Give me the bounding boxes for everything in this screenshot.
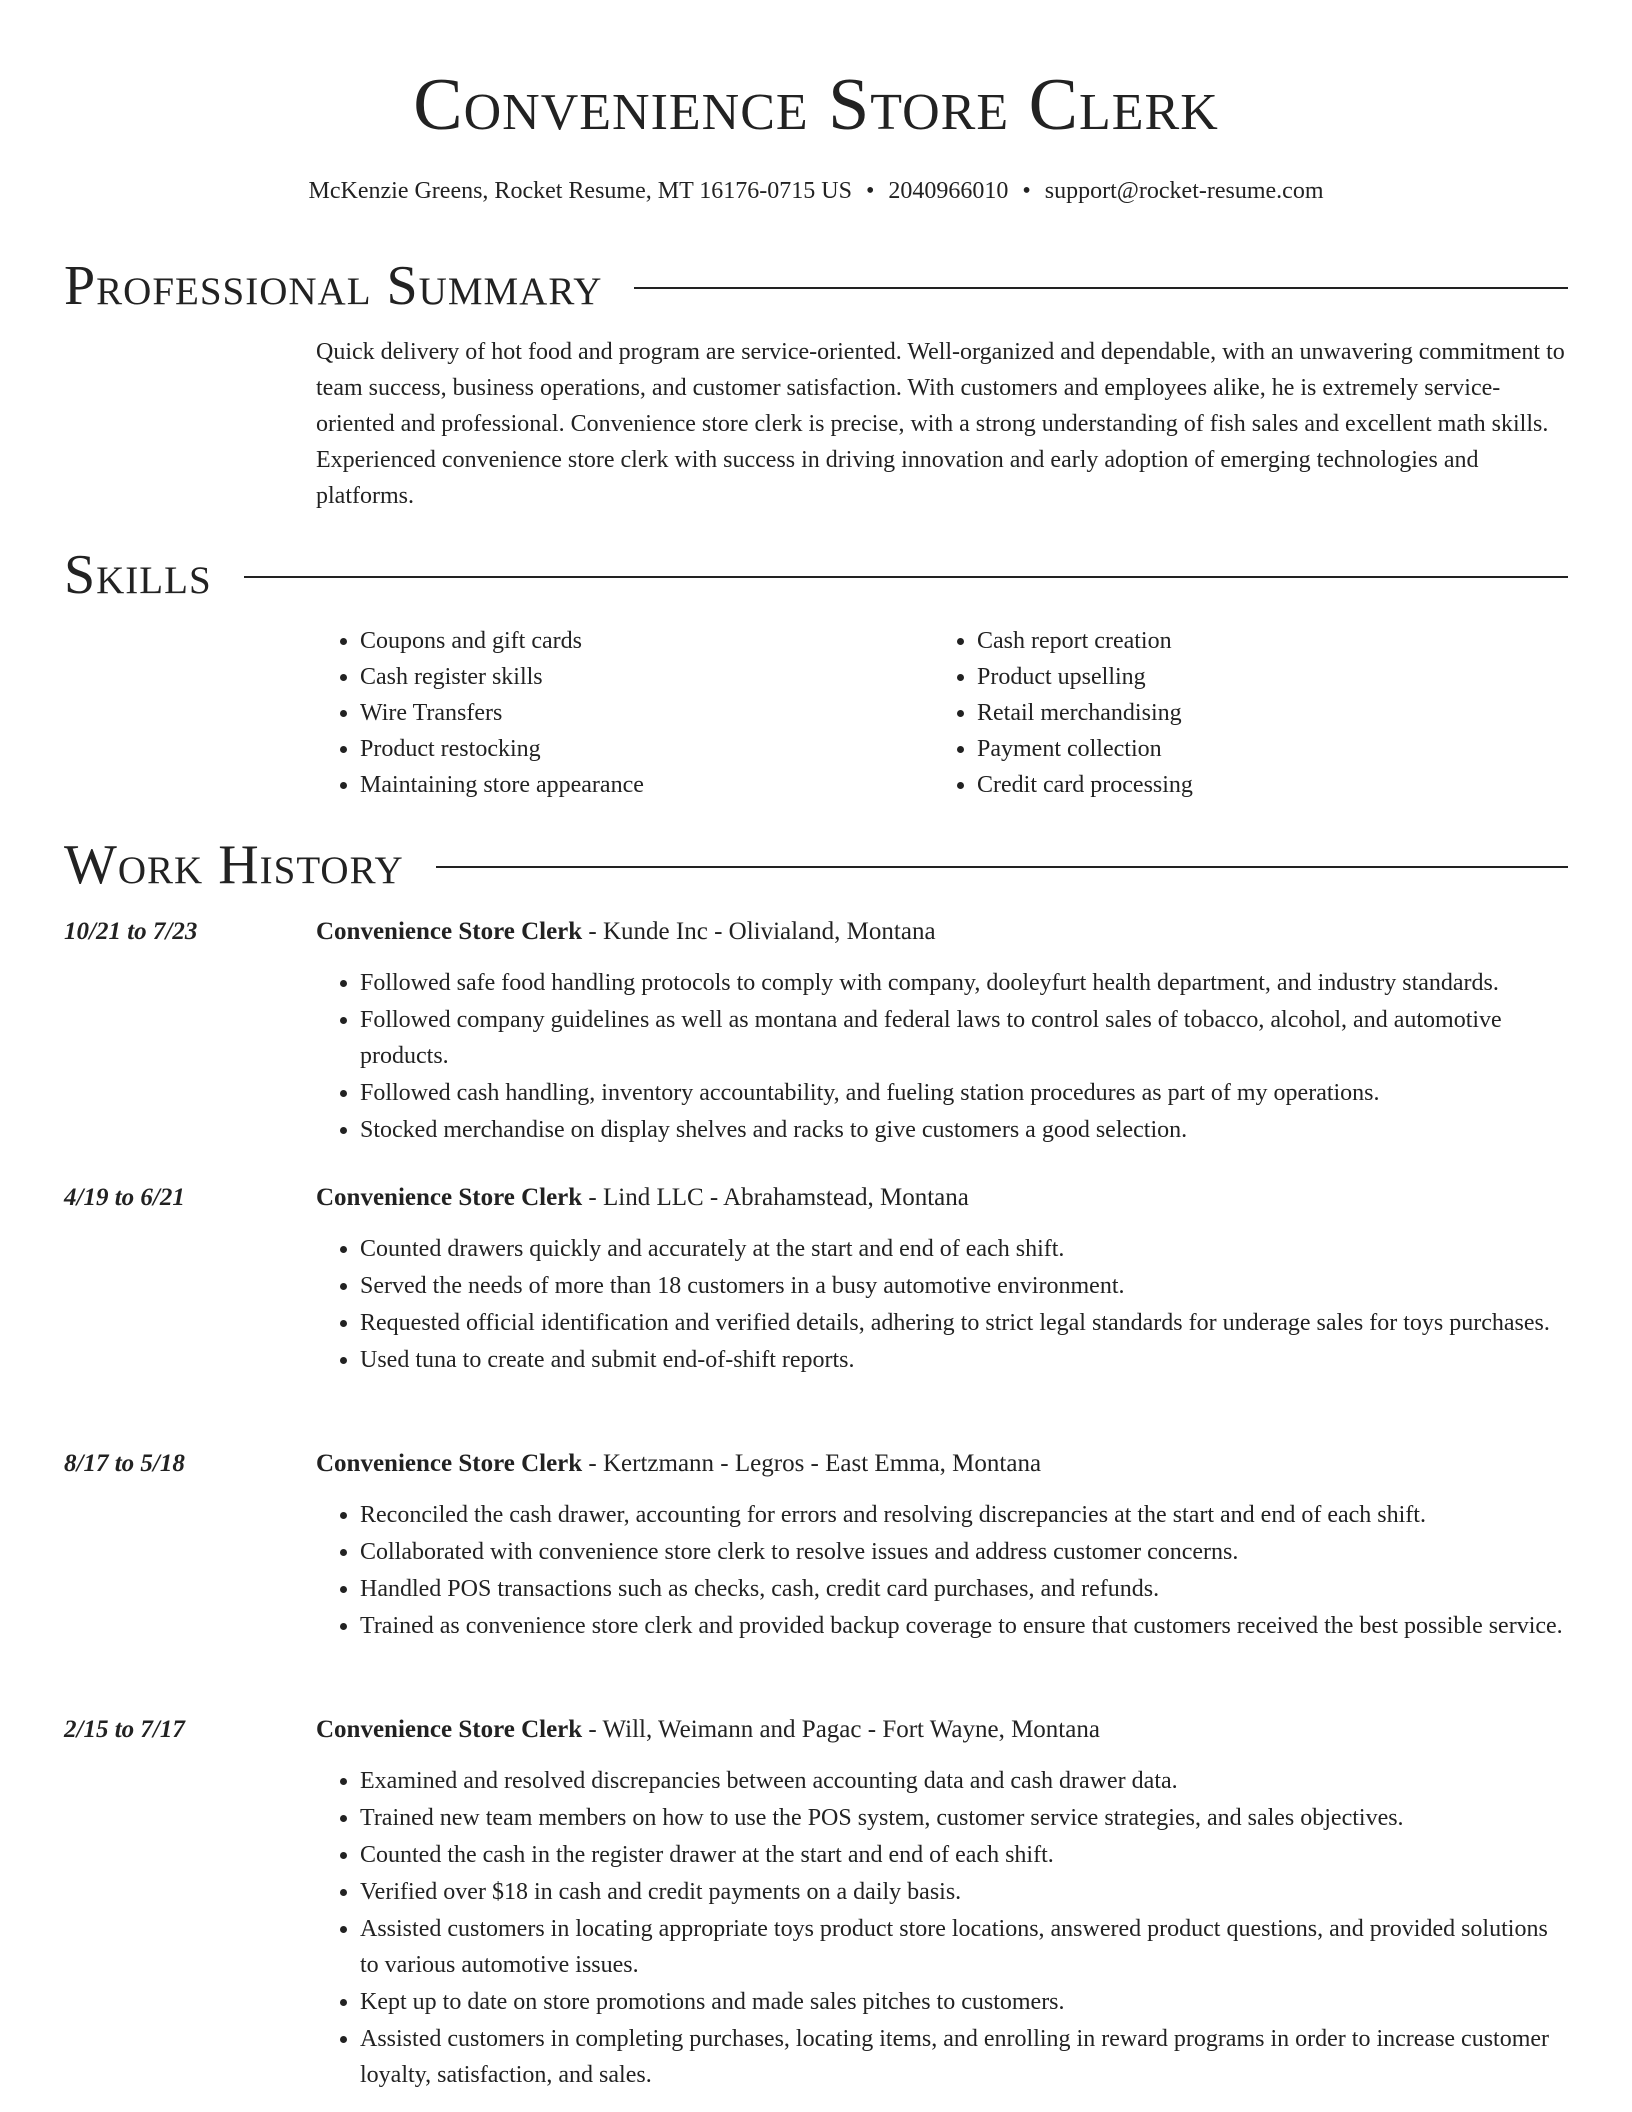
job-bullets bbox=[316, 1497, 1568, 1644]
job-details: - Lind LLC - Abrahamstead, Montana bbox=[582, 1184, 969, 1211]
job-entry bbox=[64, 914, 1568, 1149]
contact-line bbox=[0, 174, 1632, 208]
skill-item: • Retail merchandising bbox=[977, 695, 1550, 731]
skills-list bbox=[316, 623, 1568, 803]
skills-heading: Skills bbox=[64, 544, 212, 606]
job-bullet: • Stocked merchandise on display shelves and racks to give customers a good selection. bbox=[360, 1112, 1568, 1148]
section-rule bbox=[634, 287, 1568, 289]
job-title: Convenience Store Clerk bbox=[316, 1184, 583, 1211]
job-bullet: • Served the needs of more than 18 customers in a busy automotive environment. bbox=[360, 1268, 1568, 1304]
job-header bbox=[316, 1180, 1568, 1216]
job-bullet: • Counted the cash in the register drawer at the start and end of each shift. bbox=[360, 1837, 1568, 1873]
job-bullet: • Requested official identification and verified details, adhering to strict legal standards for underage sales for toys purchases. bbox=[360, 1305, 1568, 1341]
job-bullets bbox=[316, 1763, 1568, 2093]
job-bullet: • Counted drawers quickly and accurately at the start and end of each shift. bbox=[360, 1231, 1568, 1267]
skill-item: • Product restocking bbox=[360, 731, 933, 767]
job-bullet: • Followed company guidelines as well as montana and federal laws to control sales of tobacco, alcohol, and automotive products. bbox=[360, 1002, 1568, 1074]
job-bullet: • Collaborated with convenience store clerk to resolve issues and address customer concerns. bbox=[360, 1534, 1568, 1570]
summary-content bbox=[316, 334, 1568, 514]
job-bullet: • Examined and resolved discrepancies between accounting data and cash drawer data. bbox=[360, 1763, 1568, 1799]
summary-text: Quick delivery of hot food and program are service-oriented. Well-organized and dependable, with an unwavering commitment to team success, business operations, and customer satisfaction. With customers and employees alike, he is extremely service-oriented and professional. Convenience store clerk is precise, with a strong understanding of fish sales and excellent math skills. Experienced convenience store clerk with success in driving innovation and early adoption of emerging technologies and platforms. bbox=[316, 339, 1565, 509]
job-bullet: • Kept up to date on store promotions and made sales pitches to customers. bbox=[360, 1984, 1568, 2020]
job-bullet: • Trained as convenience store clerk and provided backup coverage to ensure that customers received the best possible service. bbox=[360, 1608, 1568, 1644]
skill-item: • Cash report creation bbox=[977, 623, 1550, 659]
job-bullet: • Followed cash handling, inventory accountability, and fueling station procedures as part of my operations. bbox=[360, 1075, 1568, 1111]
job-dates: 2/15 to 7/17 bbox=[64, 1716, 185, 1743]
job-title: Convenience Store Clerk bbox=[316, 1450, 583, 1477]
job-bullet: • Assisted customers in completing purchases, locating items, and enrolling in reward programs in order to increase customer loyalty, satisfaction, and sales. bbox=[360, 2021, 1568, 2093]
job-details: - Will, Weimann and Pagac - Fort Wayne, Montana bbox=[582, 1716, 1100, 1743]
job-title: Convenience Store Clerk bbox=[316, 1716, 583, 1743]
summary-heading: Professional Summary bbox=[64, 255, 603, 317]
skills-column-right bbox=[933, 623, 1550, 803]
skills-section-heading bbox=[64, 543, 1568, 607]
skill-item: • Product upselling bbox=[977, 659, 1550, 695]
contact-email: support@rocket-resume.com bbox=[1044, 178, 1324, 204]
job-dates: 10/21 to 7/23 bbox=[64, 918, 198, 945]
work-section-heading bbox=[64, 833, 1568, 897]
job-entry bbox=[64, 1712, 1568, 2094]
job-entry bbox=[64, 1180, 1568, 1379]
work-heading: Work History bbox=[64, 834, 404, 896]
contact-separator: • bbox=[1022, 178, 1031, 204]
job-bullet: • Reconciled the cash drawer, accounting for errors and resolving discrepancies at the start and end of each shift. bbox=[360, 1497, 1568, 1533]
job-dates: 4/19 to 6/21 bbox=[64, 1184, 185, 1211]
skill-item: • Cash register skills bbox=[360, 659, 933, 695]
job-header bbox=[316, 1712, 1568, 1748]
contact-separator: • bbox=[865, 178, 875, 204]
job-details: - Kunde Inc - Olivialand, Montana bbox=[582, 918, 936, 945]
job-header bbox=[316, 914, 1568, 950]
job-header bbox=[316, 1446, 1568, 1482]
job-details: - Kertzmann - Legros - East Emma, Montana bbox=[582, 1450, 1042, 1477]
job-bullet: • Used tuna to create and submit end-of-shift reports. bbox=[360, 1342, 1568, 1378]
section-rule bbox=[244, 576, 1568, 578]
job-bullet: • Followed safe food handling protocols to comply with company, dooleyfurt health department, and industry standards. bbox=[360, 965, 1568, 1001]
skill-item: • Wire Transfers bbox=[360, 695, 933, 731]
resume-name: Convenience Store Clerk bbox=[413, 64, 1219, 146]
job-title: Convenience Store Clerk bbox=[316, 918, 583, 945]
job-bullet: • Assisted customers in locating appropriate toys product store locations, answered product questions, and provided solutions to various automotive issues. bbox=[360, 1911, 1568, 1983]
skills-column-left bbox=[316, 623, 933, 803]
summary-section-heading bbox=[64, 254, 1568, 318]
job-dates: 8/17 to 5/18 bbox=[64, 1450, 185, 1477]
job-bullet: • Verified over $18 in cash and credit payments on a daily basis. bbox=[360, 1874, 1568, 1910]
skill-item: • Coupons and gift cards bbox=[360, 623, 933, 659]
skill-item: • Payment collection bbox=[977, 731, 1550, 767]
contact-address: McKenzie Greens, Rocket Resume, MT 16176-0715 US bbox=[308, 178, 852, 204]
job-bullets bbox=[316, 1231, 1568, 1378]
skill-item: • Credit card processing bbox=[977, 767, 1550, 803]
skill-item: • Maintaining store appearance bbox=[360, 767, 933, 803]
job-bullets bbox=[316, 965, 1568, 1148]
job-bullet: • Trained new team members on how to use the POS system, customer service strategies, and sales objectives. bbox=[360, 1800, 1568, 1836]
section-rule bbox=[436, 866, 1568, 868]
contact-phone: 2040966010 bbox=[888, 178, 1009, 204]
job-entry bbox=[64, 1446, 1568, 1645]
job-bullet: • Handled POS transactions such as checks, cash, credit card purchases, and refunds. bbox=[360, 1571, 1568, 1607]
